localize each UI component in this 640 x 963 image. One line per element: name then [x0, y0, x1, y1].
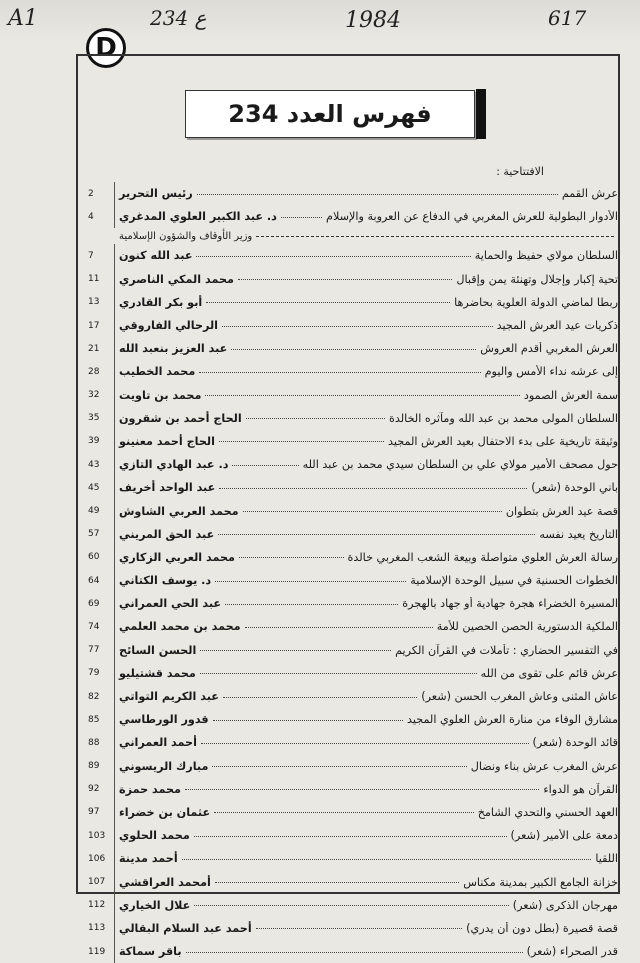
toc-row [88, 182, 618, 205]
entry-author: عبد العزيز بنعبد الله [119, 342, 228, 356]
entry-title: التاريخ يعيد نفسه [539, 527, 618, 541]
toc-row [88, 755, 618, 778]
entry-author: أحمد العمراني [119, 736, 197, 750]
page-number: 112 [88, 900, 106, 911]
leader-dots [256, 927, 462, 929]
leader-dots [186, 951, 523, 953]
page-number: 82 [88, 691, 100, 702]
leader-dots [214, 811, 474, 813]
column-separator [114, 755, 115, 778]
page-number: 88 [88, 737, 100, 748]
page-number: 74 [88, 621, 100, 632]
leader-dots [219, 487, 527, 489]
table-of-contents [88, 182, 618, 963]
toc-row [88, 569, 618, 592]
leader-dots [239, 556, 344, 558]
leader-dots [215, 580, 406, 582]
leader-dots [218, 533, 535, 535]
entry-title: إلى عرشه نداء الأمس واليوم [484, 365, 618, 379]
toc-row [88, 430, 618, 453]
page-number: 35 [88, 413, 100, 424]
toc-row [88, 337, 618, 360]
leader-dots [223, 696, 417, 698]
column-separator [114, 592, 115, 615]
column-separator [114, 847, 115, 870]
page-number: 45 [88, 482, 100, 493]
entry-author: محمد قشتيليو [119, 666, 196, 680]
leader-dots [213, 719, 403, 721]
toc-row [88, 940, 618, 963]
entry-author: عبد الواحد أخريف [119, 481, 216, 495]
entry-title: قصة قصيرة (بطل دون أن يدري) [466, 921, 618, 935]
toc-row [88, 801, 618, 824]
leader-dots [281, 216, 322, 218]
handwritten-page-ref: 617 [548, 6, 587, 30]
leader-dots [194, 904, 508, 906]
entry-title: عرش قائم على تقوى من الله [480, 666, 618, 680]
column-separator [114, 384, 115, 407]
toc-row [88, 268, 618, 291]
page-number: 103 [88, 830, 106, 841]
page-number: 89 [88, 761, 100, 772]
leader-dots [197, 193, 558, 195]
toc-row [88, 384, 618, 407]
intro-label: الافتتاحية : [496, 165, 544, 178]
entry-title: في التفسير الحضاري : تأملات في القرآن الكريم [395, 643, 618, 657]
entry-title: سمة العرش الصمود [523, 388, 618, 402]
entry-author: أمحمد العراقشي [119, 875, 211, 889]
page-number: 2 [88, 188, 94, 199]
toc-row [88, 360, 618, 383]
column-separator [114, 685, 115, 708]
leader-dots [200, 672, 477, 674]
entry-title: السلطان مولاي حفيظ والحماية [474, 249, 618, 263]
toc-row [88, 228, 618, 244]
entry-author: عثمان بن خضراء [119, 805, 211, 819]
entry-title: عاش المثنى وعاش المغرب الحسن (شعر) [421, 690, 618, 704]
column-separator [114, 894, 115, 917]
page-number: 79 [88, 668, 100, 679]
d-logo-icon: D [86, 28, 126, 68]
column-separator [114, 430, 115, 453]
toc-row [88, 639, 618, 662]
entry-author: أحمد مدينة [119, 852, 178, 866]
entry-title: خزانة الجامع الكبير بمدينة مكناس [463, 875, 618, 889]
entry-author: محمد حمزة [119, 782, 181, 796]
entry-title: السلطان المولى محمد بن عبد الله ومآثره الخالدة [389, 411, 618, 425]
leader-dots [256, 235, 614, 237]
entry-author: وزير الأوقاف والشؤون الإسلامية [119, 230, 253, 242]
toc-row [88, 407, 618, 430]
column-separator [114, 615, 115, 638]
page-number: 32 [88, 390, 100, 401]
leader-dots [243, 510, 502, 512]
title-accent-bar [476, 89, 486, 139]
page-number: 39 [88, 436, 100, 447]
page-number: 43 [88, 459, 100, 470]
column-separator [114, 917, 115, 940]
entry-title: الخطوات الحسنية في سبيل الوحدة الإسلامية [410, 574, 618, 588]
entry-title: ذكريات عيد العرش المجيد [496, 319, 618, 333]
leader-dots [182, 858, 592, 860]
leader-dots [185, 788, 539, 790]
leader-dots [199, 371, 480, 373]
column-separator [114, 870, 115, 893]
handwritten-year: 1984 [345, 8, 401, 33]
leader-dots [215, 881, 459, 883]
page-number: 119 [88, 946, 106, 957]
entry-author: الرحالي الفاروقي [119, 319, 218, 333]
leader-dots [232, 464, 298, 466]
entry-author: أحمد عبد السلام البقالي [119, 921, 252, 935]
leader-dots [212, 765, 466, 767]
toc-row [88, 685, 618, 708]
entry-author: محمد الخطيب [119, 365, 196, 379]
entry-author: الحاج أحمد بن شقرون [119, 411, 242, 425]
page-number: 13 [88, 297, 100, 308]
toc-row [88, 731, 618, 754]
entry-title: عرش المغرب عرش بناء ونضال [470, 759, 618, 773]
page-number: 64 [88, 575, 100, 586]
page-title: فهرس العدد 234 [228, 100, 432, 128]
page-number: 77 [88, 645, 100, 656]
page-number: 97 [88, 807, 100, 818]
column-separator [114, 268, 115, 291]
page-number: 57 [88, 529, 100, 540]
entry-title: وثيقة تاريخية على بدء الاحتفال بعيد العرش المجيد [388, 434, 618, 448]
toc-row [88, 205, 618, 228]
leader-dots [196, 255, 470, 257]
entry-author: عبد الكريم التواتي [119, 690, 219, 704]
entry-author: محمد بن محمد العلمي [119, 620, 241, 634]
column-separator [114, 662, 115, 685]
column-separator [114, 778, 115, 801]
column-separator [114, 824, 115, 847]
column-separator [114, 360, 115, 383]
entry-author: د. عبد الهادي التازي [119, 458, 229, 472]
entry-author: د. عبد الكبير العلوي المدغري [119, 210, 277, 224]
entry-title: رسالة العرش العلوي متواصلة وبيعة الشعب المغربي خالدة [347, 550, 618, 564]
page-number: 113 [88, 923, 106, 934]
page-number: 107 [88, 877, 106, 888]
entry-title: الأدوار البطولية للعرش المغربي في الدفاع عن العروبة والإسلام [326, 210, 618, 224]
column-separator [114, 708, 115, 731]
toc-row [88, 244, 618, 267]
column-separator [114, 476, 115, 499]
entry-author: عبد الحي العمراني [119, 597, 222, 611]
entry-title: قصة عيد العرش بتطوان [505, 504, 618, 518]
page-number: 17 [88, 320, 100, 331]
entry-title: الملكية الدستورية الحصن الحصين للأمة [436, 620, 618, 634]
leader-dots [245, 626, 433, 628]
entry-title: قائد الوحدة (شعر) [532, 736, 618, 750]
entry-title: اللقيا [595, 852, 618, 866]
page-number: 4 [88, 211, 94, 222]
page-number: 85 [88, 714, 100, 725]
column-separator [114, 314, 115, 337]
toc-row [88, 499, 618, 522]
entry-title: المسيرة الخضراء هجرة جهادية أو جهاد بالهجرة [402, 597, 618, 611]
entry-author: باقر سماكة [119, 945, 182, 959]
column-separator [114, 205, 115, 228]
leader-dots [219, 440, 384, 442]
entry-title: العرش المغربي أقدم العروش [480, 342, 618, 356]
leader-dots [200, 649, 391, 651]
entry-title: قدر الصحراء (شعر) [526, 945, 618, 959]
entry-author: د. يوسف الكتاني [119, 574, 212, 588]
entry-author: رئيس التحرير [119, 187, 193, 201]
entry-title: العهد الحسني والتحدي الشامخ [477, 805, 618, 819]
page-number: 11 [88, 274, 100, 285]
handwritten-issue: 234 ع [150, 6, 207, 30]
toc-row [88, 546, 618, 569]
entry-author: محمد العربي الزكاري [119, 550, 235, 564]
entry-author: علال الخياري [119, 898, 191, 912]
leader-dots [238, 278, 452, 280]
toc-row [88, 708, 618, 731]
column-separator [114, 337, 115, 360]
entry-title: باني الوحدة (شعر) [531, 481, 618, 495]
toc-row [88, 824, 618, 847]
leader-dots [231, 348, 476, 350]
entry-author: أبو بكر القادري [119, 295, 203, 309]
entry-author: الحسن السائح [119, 643, 197, 657]
column-separator [114, 639, 115, 662]
column-separator [114, 228, 115, 244]
leader-dots [246, 417, 385, 419]
entry-author: عبد الحق المريني [119, 527, 215, 541]
column-separator [114, 407, 115, 430]
column-separator [114, 731, 115, 754]
toc-row [88, 592, 618, 615]
page-number: 92 [88, 784, 100, 795]
entry-title: ربطا لماضي الدولة العلوية بحاضرها [454, 295, 618, 309]
column-separator [114, 499, 115, 522]
leader-dots [205, 394, 519, 396]
leader-dots [222, 325, 493, 327]
entry-title: حول مصحف الأمير مولاي علي بن السلطان سيدي محمد بن عبد الله [302, 458, 618, 472]
column-separator [114, 940, 115, 963]
entry-title: مهرجان الذكرى (شعر) [512, 898, 618, 912]
page-number: 49 [88, 506, 100, 517]
entry-title: عرش القمم [561, 187, 618, 201]
entry-author: مبارك الريسوني [119, 759, 209, 773]
page-number: 69 [88, 598, 100, 609]
leader-dots [194, 835, 507, 837]
entry-title: تحية إكبار وإجلال وتهنئة يمن وإقبال [456, 272, 618, 286]
toc-row [88, 523, 618, 546]
page-number: 28 [88, 366, 100, 377]
leader-dots [201, 742, 529, 744]
column-separator [114, 523, 115, 546]
entry-author: محمد العربي الشاوش [119, 504, 239, 518]
column-separator [114, 291, 115, 314]
entry-author: الحاج أحمد معنينو [119, 434, 215, 448]
leader-dots [225, 603, 398, 605]
page-number: 21 [88, 343, 100, 354]
toc-row [88, 476, 618, 499]
entry-title: دمعة على الأمير (شعر) [510, 829, 618, 843]
leader-dots [206, 301, 450, 303]
column-separator [114, 801, 115, 824]
toc-row [88, 314, 618, 337]
column-separator [114, 182, 115, 205]
column-separator [114, 453, 115, 476]
title-box [185, 90, 475, 138]
toc-row [88, 291, 618, 314]
column-separator [114, 569, 115, 592]
entry-title: القرآن هو الدواء [543, 782, 618, 796]
entry-author: محمد بن تاويت [119, 388, 202, 402]
entry-title: مشارق الوفاء من منارة العرش العلوي المجيد [406, 713, 618, 727]
toc-row [88, 894, 618, 917]
entry-author: محمد الحلوي [119, 829, 190, 843]
page-number: 7 [88, 250, 94, 261]
entry-author: محمد المكي الناصري [119, 272, 234, 286]
column-separator [114, 244, 115, 267]
entry-author: عبد الله كنون [119, 249, 193, 263]
entry-author: قدور الورطاسي [119, 713, 209, 727]
toc-row [88, 453, 618, 476]
toc-row [88, 615, 618, 638]
toc-row [88, 847, 618, 870]
handwritten-code: A1 [8, 6, 38, 31]
page-number: 60 [88, 552, 100, 563]
toc-row [88, 870, 618, 893]
column-separator [114, 546, 115, 569]
toc-row [88, 778, 618, 801]
toc-row [88, 917, 618, 940]
toc-row [88, 662, 618, 685]
page-number: 106 [88, 853, 106, 864]
